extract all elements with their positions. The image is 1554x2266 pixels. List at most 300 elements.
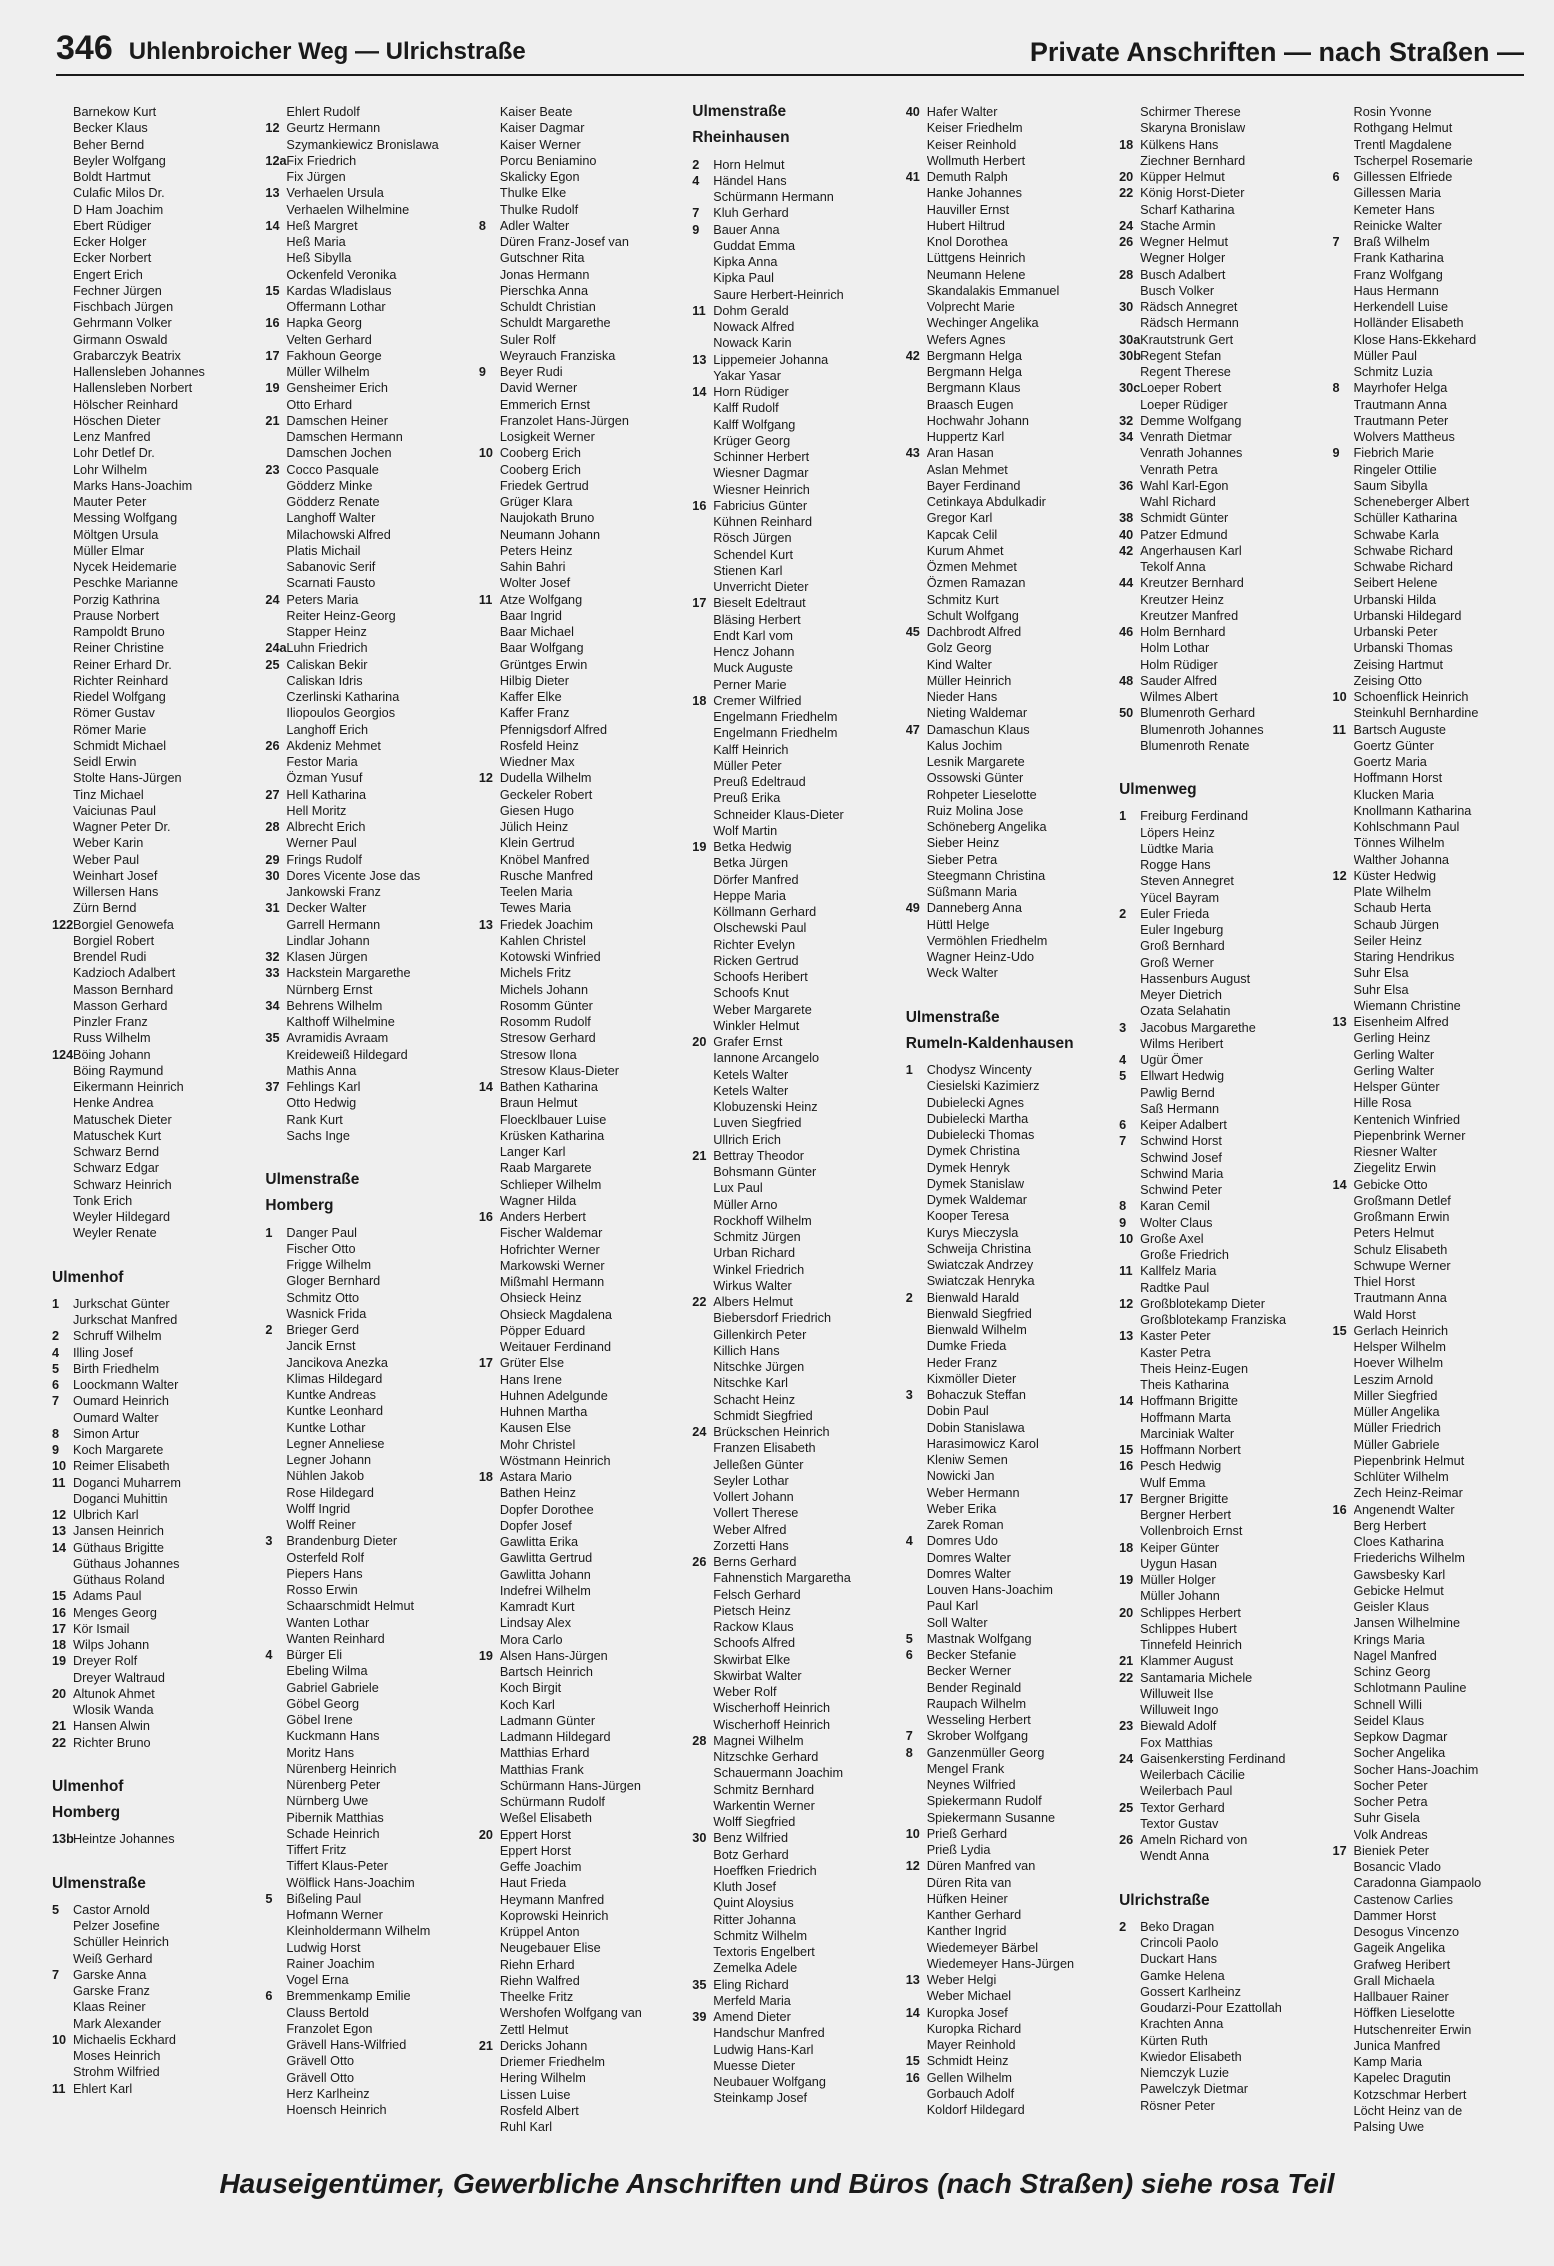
resident-entry — [265, 137, 466, 153]
resident-name: Müller Elmar — [73, 543, 145, 558]
resident-name: Klasen Jürgen — [286, 950, 368, 964]
house-number: 5 — [52, 1361, 60, 1376]
house-number — [1119, 315, 1140, 331]
resident-name: Richter Evelyn — [713, 937, 796, 952]
house-number: 24 — [1119, 1751, 1134, 1766]
resident-entry — [479, 933, 680, 949]
house-number — [52, 722, 73, 738]
resident-name: Venrath Dietmar — [1140, 430, 1232, 444]
house-number — [906, 1501, 927, 1517]
resident-entry — [52, 1047, 253, 1063]
house-number: 17 — [265, 348, 280, 363]
house-number — [479, 137, 500, 153]
house-number — [265, 982, 286, 998]
resident-name: Dubielecki Martha — [926, 1111, 1029, 1126]
resident-name: Goertz Maria — [1353, 755, 1427, 769]
resident-name: Rohpeter Lieselotte — [926, 787, 1037, 802]
house-number — [692, 1765, 713, 1781]
resident-name: Willuweit Ilse — [1140, 1686, 1214, 1701]
resident-name: Rusche Manfred — [499, 868, 593, 883]
house-number — [692, 465, 713, 481]
resident-name: Rank Kurt — [286, 1112, 343, 1127]
resident-entry — [479, 1128, 680, 1144]
house-number — [265, 1468, 286, 1484]
resident-name: Müller Paul — [1353, 348, 1417, 363]
house-number — [52, 494, 73, 510]
house-number — [692, 1115, 713, 1131]
resident-entry — [1119, 1442, 1320, 1458]
resident-name: Löpers Heinz — [1140, 825, 1215, 840]
resident-entry — [265, 884, 466, 900]
resident-name: Castenow Carlies — [1353, 1892, 1453, 1907]
resident-entry — [692, 1375, 893, 1391]
resident-name: Hüfken Heiner — [926, 1891, 1008, 1906]
resident-entry — [1333, 1437, 1534, 1453]
resident-name: Düren Rita van — [926, 1875, 1012, 1890]
house-number — [906, 2021, 927, 2037]
resident-entry — [265, 982, 466, 998]
house-number: 37 — [265, 1080, 280, 1094]
house-number: 11 — [478, 592, 493, 607]
house-number: 19 — [478, 1648, 493, 1663]
resident-entry — [1119, 1085, 1320, 1101]
resident-name: Hallbauer Rainer — [1353, 1990, 1449, 2004]
house-number — [906, 1582, 927, 1598]
resident-entry — [1119, 332, 1320, 348]
resident-name: Crincoli Paolo — [1140, 1936, 1219, 1950]
resident-name: Wolter Josef — [499, 576, 571, 591]
resident-name: Porcu Beniamino — [499, 153, 597, 168]
house-number — [692, 1635, 713, 1651]
resident-entry — [906, 1761, 1107, 1777]
resident-name: Pibernik Matthias — [286, 1810, 384, 1825]
resident-entry — [52, 185, 253, 201]
resident-name: Holm Bernhard — [1140, 625, 1226, 639]
resident-entry — [906, 1420, 1107, 1436]
resident-name: Nitschke Jürgen — [713, 1360, 805, 1374]
house-number — [265, 1858, 286, 1874]
house-number — [52, 819, 73, 835]
resident-entry — [265, 185, 466, 201]
column-5 — [906, 104, 1107, 2154]
resident-name: Thulke Elke — [499, 186, 567, 201]
resident-name: Louven Hans-Joachim — [926, 1583, 1053, 1597]
resident-name: Bergmann Helga — [926, 348, 1022, 363]
resident-name: Yakar Yasar — [713, 368, 781, 383]
resident-entry — [1333, 1713, 1534, 1729]
house-number — [52, 137, 73, 153]
resident-name: Weßel Elisabeth — [499, 1811, 592, 1826]
resident-entry — [479, 689, 680, 705]
house-number — [906, 1078, 927, 1094]
resident-name: Domres Udo — [926, 1534, 998, 1549]
resident-name: Adler Walter — [499, 218, 570, 233]
house-number: 4 — [905, 1534, 913, 1549]
resident-entry — [52, 380, 253, 396]
resident-name: Özmen Mehmet — [926, 560, 1017, 574]
resident-name: Zech Heinz-Reimar — [1353, 1486, 1463, 1501]
house-number: 48 — [1119, 673, 1134, 688]
resident-entry — [1119, 1702, 1320, 1718]
house-number — [1119, 2098, 1140, 2114]
resident-name: Hoffmann Norbert — [1140, 1443, 1241, 1457]
resident-name: Wirkus Walter — [713, 1278, 792, 1293]
resident-entry — [265, 1533, 466, 1549]
house-number — [1119, 2049, 1140, 2065]
house-number — [265, 1777, 286, 1793]
resident-entry — [1333, 1924, 1534, 1940]
resident-entry — [692, 1343, 893, 1359]
resident-name: Müller Peter — [713, 758, 782, 773]
resident-name: Radtke Paul — [1140, 1280, 1210, 1295]
resident-name: Matuschek Dieter — [73, 1112, 172, 1127]
resident-name: Atze Wolfgang — [499, 592, 583, 607]
resident-name: Doganci Muharrem — [73, 1475, 181, 1490]
resident-name: Muesse Dieter — [713, 2058, 796, 2073]
house-number — [692, 1408, 713, 1424]
resident-entry — [1119, 1848, 1320, 1864]
resident-name: Bartsch Heinrich — [499, 1665, 593, 1679]
house-number — [479, 1323, 500, 1339]
resident-entry — [1333, 722, 1534, 738]
house-number — [52, 299, 73, 315]
resident-name: Müller Angelika — [1353, 1405, 1440, 1419]
resident-name: Schinner Herbert — [713, 450, 810, 464]
resident-name: Regent Stefan — [1140, 348, 1222, 363]
resident-entry — [692, 1717, 893, 1733]
resident-name: Weyler Renate — [73, 1226, 157, 1241]
resident-entry — [1119, 1800, 1320, 1816]
resident-name: Zemelka Adele — [713, 1961, 798, 1976]
house-number — [265, 445, 286, 461]
resident-name: Großblotekamp Dieter — [1140, 1296, 1265, 1311]
resident-name: Wahl Richard — [1140, 495, 1216, 509]
resident-entry — [1333, 868, 1534, 884]
resident-entry — [265, 1745, 466, 1761]
resident-name: Messing Wolfgang — [73, 511, 178, 526]
resident-entry — [479, 608, 680, 624]
house-number — [692, 1538, 713, 1554]
resident-name: Hochwahr Johann — [926, 413, 1029, 428]
resident-name: Gillenkirch Peter — [713, 1327, 807, 1342]
resident-entry — [1333, 1827, 1534, 1843]
resident-name: Masson Gerhard — [73, 998, 168, 1013]
resident-entry — [692, 677, 893, 693]
house-number — [479, 250, 500, 266]
resident-name: Ladmann Hildegard — [499, 1730, 611, 1744]
resident-name: Tiffert Fritz — [286, 1843, 347, 1857]
resident-name: Schürmann Rudolf — [499, 1795, 605, 1809]
resident-name: Braasch Eugen — [926, 397, 1014, 412]
resident-name: Betka Hedwig — [713, 840, 792, 854]
resident-entry — [906, 1663, 1107, 1679]
resident-name: Wollmuth Herbert — [926, 153, 1026, 168]
resident-name: Kleniw Semen — [926, 1453, 1008, 1467]
resident-entry — [479, 722, 680, 738]
resident-name: Ziechner Bernhard — [1140, 153, 1246, 168]
resident-name: Langhoff Walter — [286, 511, 376, 526]
resident-name: Schmitz Wilhelm — [713, 1928, 808, 1943]
resident-name: Kaiser Werner — [499, 137, 581, 152]
house-number: 29 — [265, 852, 280, 867]
house-number — [1333, 1550, 1354, 1566]
resident-entry — [1119, 2081, 1320, 2097]
house-number — [479, 1680, 500, 1696]
street-heading: Ulmenhof — [52, 1268, 124, 1286]
resident-entry — [479, 2005, 680, 2021]
resident-name: Neynes Wilfried — [926, 1778, 1016, 1792]
resident-entry — [1119, 2016, 1320, 2032]
resident-entry — [479, 1160, 680, 1176]
resident-name: Stresow Gerhard — [499, 1031, 596, 1046]
house-number — [265, 1907, 286, 1923]
resident-entry — [265, 510, 466, 526]
house-number — [479, 1729, 500, 1745]
resident-name: Skaryna Bronislaw — [1140, 121, 1246, 136]
resident-name: Saure Herbert-Heinrich — [713, 287, 844, 302]
house-number — [479, 348, 500, 364]
house-number — [692, 1798, 713, 1814]
resident-entry — [265, 1972, 466, 1988]
resident-entry — [479, 1892, 680, 1908]
resident-entry — [1333, 429, 1534, 445]
resident-name: Suhr Elsa — [1353, 982, 1409, 997]
resident-entry — [52, 332, 253, 348]
house-number — [1333, 1957, 1354, 1973]
resident-entry — [906, 332, 1107, 348]
resident-entry — [1333, 332, 1534, 348]
house-number — [1119, 1280, 1140, 1296]
resident-entry — [692, 1099, 893, 1115]
resident-entry — [906, 835, 1107, 851]
resident-entry — [692, 287, 893, 303]
resident-name: Schmidt Michael — [73, 738, 167, 753]
resident-entry — [265, 267, 466, 283]
resident-entry — [52, 1967, 253, 1983]
resident-entry — [479, 1339, 680, 1355]
resident-name: Kühnen Reinhard — [713, 515, 813, 529]
resident-entry — [52, 1556, 253, 1572]
resident-name: Thulke Rudolf — [499, 202, 579, 217]
house-number: 19 — [1119, 1573, 1134, 1587]
resident-entry — [52, 1735, 253, 1751]
resident-entry — [479, 185, 680, 201]
resident-name: Spiekermann Susanne — [926, 1810, 1056, 1825]
house-number — [906, 754, 927, 770]
resident-entry — [479, 1518, 680, 1534]
resident-entry — [906, 1241, 1107, 1257]
resident-entry — [479, 1632, 680, 1648]
resident-entry — [52, 754, 253, 770]
resident-name: Kluth Josef — [713, 1880, 777, 1894]
resident-name: Holm Lothar — [1140, 641, 1210, 656]
house-number — [1333, 283, 1354, 299]
resident-entry — [52, 1312, 253, 1328]
house-number — [265, 2021, 286, 2037]
resident-name: Schwind Josef — [1140, 1150, 1222, 1165]
house-number — [692, 482, 713, 498]
house-number: 21 — [478, 2038, 493, 2053]
house-number — [906, 1777, 927, 1793]
resident-entry — [1333, 998, 1534, 1014]
house-number: 24 — [265, 592, 280, 607]
resident-name: Hafer Walter — [926, 105, 998, 119]
house-number — [906, 1143, 927, 1159]
house-number — [52, 559, 73, 575]
resident-name: Köllmann Gerhard — [713, 905, 817, 919]
resident-name: Swiatczak Andrzey — [926, 1258, 1034, 1272]
house-number: 8 — [1332, 381, 1340, 396]
resident-name: Ulbrich Karl — [73, 1508, 139, 1522]
resident-entry — [1333, 1160, 1534, 1176]
house-number — [1333, 2087, 1354, 2103]
resident-entry — [265, 1095, 466, 1111]
resident-name: Großmann Erwin — [1353, 1210, 1450, 1224]
resident-name: Sieber Petra — [926, 852, 998, 867]
house-number: 40 — [1119, 527, 1134, 542]
resident-name: Damschen Heiner — [286, 413, 388, 428]
house-number — [1333, 1144, 1354, 1160]
resident-name: Heymann Manfred — [499, 1892, 605, 1907]
house-number — [479, 1924, 500, 1940]
house-number — [479, 2005, 500, 2021]
resident-name: Wolff Ingrid — [286, 1501, 351, 1516]
resident-name: Weitauer Ferdinand — [499, 1340, 612, 1354]
house-number — [1333, 2070, 1354, 2086]
house-number — [265, 1793, 286, 1809]
street-heading: Ulmenweg — [1119, 781, 1197, 798]
resident-entry — [1333, 1388, 1534, 1404]
resident-name: Ciesielski Kazimierz — [926, 1079, 1040, 1094]
house-number — [52, 218, 73, 234]
house-number — [692, 2025, 713, 2041]
resident-name: Franzen Elisabeth — [713, 1441, 816, 1456]
resident-name: Trautmann Anna — [1353, 1291, 1447, 1306]
resident-name: Peters Heinz — [499, 543, 573, 558]
house-number — [52, 1160, 73, 1176]
house-number — [52, 673, 73, 689]
resident-name: Fabricius Günter — [713, 498, 808, 513]
house-number — [265, 608, 286, 624]
resident-entry — [1333, 250, 1534, 266]
resident-name: Hille Rosa — [1353, 1096, 1412, 1111]
house-number — [52, 510, 73, 526]
house-number — [1119, 1101, 1140, 1117]
house-number: 18 — [692, 693, 707, 708]
resident-name: Krachten Anna — [1140, 2017, 1224, 2032]
house-number — [265, 1241, 286, 1257]
house-number — [265, 917, 286, 933]
resident-entry — [479, 2070, 680, 2086]
resident-name: Platis Michail — [286, 543, 361, 558]
resident-name: Beyer Rudi — [499, 365, 563, 379]
resident-entry — [265, 1322, 466, 1338]
house-number — [479, 689, 500, 705]
resident-entry — [692, 1262, 893, 1278]
resident-name: Kreideweiß Hildegard — [286, 1047, 408, 1062]
resident-entry — [906, 364, 1107, 380]
resident-name: Dobin Stanislawa — [926, 1420, 1025, 1435]
house-number — [265, 1728, 286, 1744]
resident-name: Demuth Ralph — [926, 170, 1008, 184]
resident-entry — [1333, 510, 1534, 526]
house-number — [1119, 857, 1140, 873]
resident-name: Bienwald Wilhelm — [926, 1323, 1027, 1337]
house-number — [479, 754, 500, 770]
resident-name: Cloes Katharina — [1353, 1535, 1444, 1549]
street-heading: Ulmenstraße — [52, 1874, 146, 1892]
resident-entry — [265, 1063, 466, 1079]
house-number — [265, 2102, 286, 2118]
resident-name: Piepers Hans — [286, 1566, 363, 1581]
house-number: 6 — [905, 1648, 913, 1662]
resident-name: Pietsch Heinz — [713, 1603, 791, 1618]
resident-name: Losigkeit Werner — [499, 430, 595, 444]
resident-name: Grabarczyk Beatrix — [73, 348, 181, 363]
resident-entry — [692, 1424, 893, 1440]
house-number — [479, 1225, 500, 1241]
house-number — [479, 1745, 500, 1761]
resident-entry — [692, 1229, 893, 1245]
house-number — [479, 1908, 500, 1924]
resident-name: Anders Herbert — [499, 1210, 586, 1224]
resident-name: Rampoldt Bruno — [73, 625, 165, 639]
resident-name: Saß Hermann — [1140, 1101, 1220, 1116]
house-number: 7 — [1119, 1134, 1127, 1149]
resident-entry — [479, 380, 680, 396]
resident-entry — [265, 1810, 466, 1826]
house-number — [52, 1112, 73, 1128]
house-number — [692, 1603, 713, 1619]
house-number: 4 — [52, 1345, 60, 1360]
resident-name: Kooper Teresa — [926, 1209, 1009, 1224]
resident-name: Ugür Ömer — [1140, 1053, 1203, 1067]
resident-name: Domres Walter — [926, 1550, 1011, 1565]
resident-entry — [52, 1458, 253, 1474]
resident-entry — [1333, 1729, 1534, 1745]
house-number — [265, 478, 286, 494]
resident-entry — [906, 965, 1107, 981]
resident-name: Grävell Otto — [286, 2070, 355, 2085]
house-number — [1119, 1085, 1140, 1101]
house-number — [1333, 1388, 1354, 1404]
resident-name: Mauter Peter — [73, 495, 147, 509]
resident-entry — [1119, 1166, 1320, 1182]
resident-entry — [1333, 1225, 1534, 1241]
house-number: 11 — [52, 1475, 66, 1490]
district-heading: Rheinhausen — [692, 129, 790, 147]
directory-columns — [52, 104, 1534, 2154]
house-number — [906, 494, 927, 510]
resident-name: Händel Hans — [713, 173, 787, 188]
resident-name: Schaub Herta — [1353, 901, 1432, 916]
house-number: 18 — [1119, 137, 1134, 152]
house-number — [1333, 852, 1354, 868]
house-number — [692, 742, 713, 758]
resident-name: Volk Andreas — [1353, 1827, 1428, 1842]
resident-entry — [1119, 1653, 1320, 1669]
resident-name: Schwabe Karla — [1353, 527, 1439, 542]
resident-name: Domres Walter — [926, 1566, 1011, 1581]
resident-name: Klose Hans-Ekkehard — [1353, 332, 1477, 347]
resident-entry — [692, 612, 893, 628]
house-number — [479, 900, 500, 916]
resident-name: Rosomm Günter — [499, 998, 593, 1013]
resident-entry — [265, 722, 466, 738]
resident-name: Raab Margarete — [499, 1161, 592, 1176]
house-number — [479, 1095, 500, 1111]
resident-name: Hutschenreiter Erwin — [1353, 2022, 1472, 2037]
